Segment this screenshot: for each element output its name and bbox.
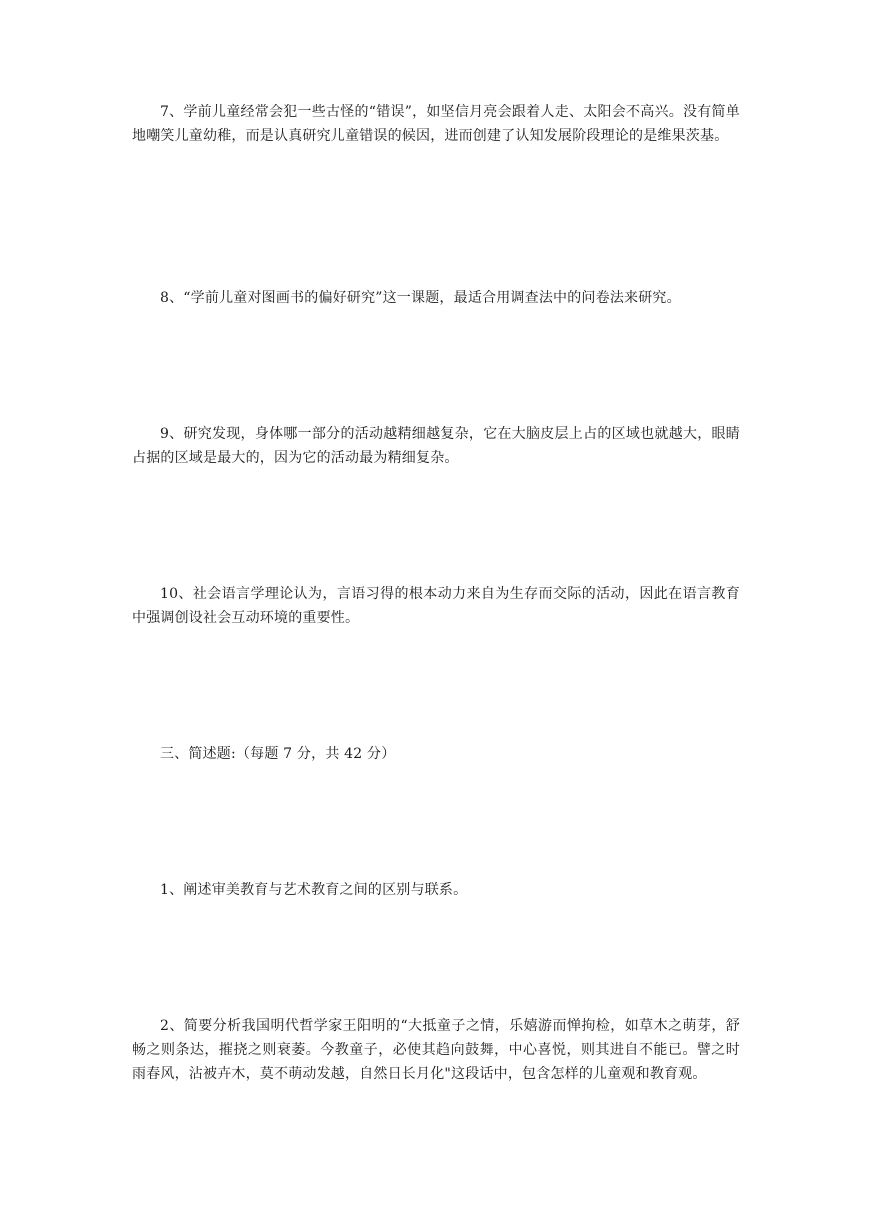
judgment-item-10: 10、社会语言学理论认为，言语习得的根本动力来自为生存而交际的活动，因此在语言教育中强调创设社会互动环境的重要性。 [132,586,740,626]
judgment-item-9: 9、研究发现，身体哪一部分的活动越精细越复杂，它在大脑皮层上占的区域也就越大，眼睛占据的区域是最大的，因为它的活动最为精细复杂。 [132,426,740,466]
judgment-item-8: 8、“学前儿童对图画书的偏好研究”这一课题，最适合用调查法中的问卷法来研究。 [160,290,681,306]
short-answer-question-1: 1、阐述审美教育与艺术教育之间的区别与联系。 [160,882,468,898]
short-answer-question-2: 2、简要分析我国明代哲学家王阳明的“大抵童子之情，乐嬉游而惮拘检，如草木之萌芽，舒畅之则条达，摧挠之则衰萎。今教童子，必使其趋向鼓舞，中心喜悦，则其进自不能已。譬之时雨春风，沾被卉木，莫不萌动发越，自然日长月化"这段话中，包含怎样的儿童观和教育观。 [132,1018,740,1082]
section-heading-short-answer: 三、简述题:（每题 7 分，共 42 分） [160,746,396,762]
judgment-item-7: 7、学前儿童经常会犯一些古怪的“错误”，如坚信月亮会跟着人走、太阳会不高兴。没有简单地嘲笑儿童幼稚，而是认真研究儿童错误的候因，进而创建了认知发展阶段理论的是维果茨基。 [132,104,740,144]
